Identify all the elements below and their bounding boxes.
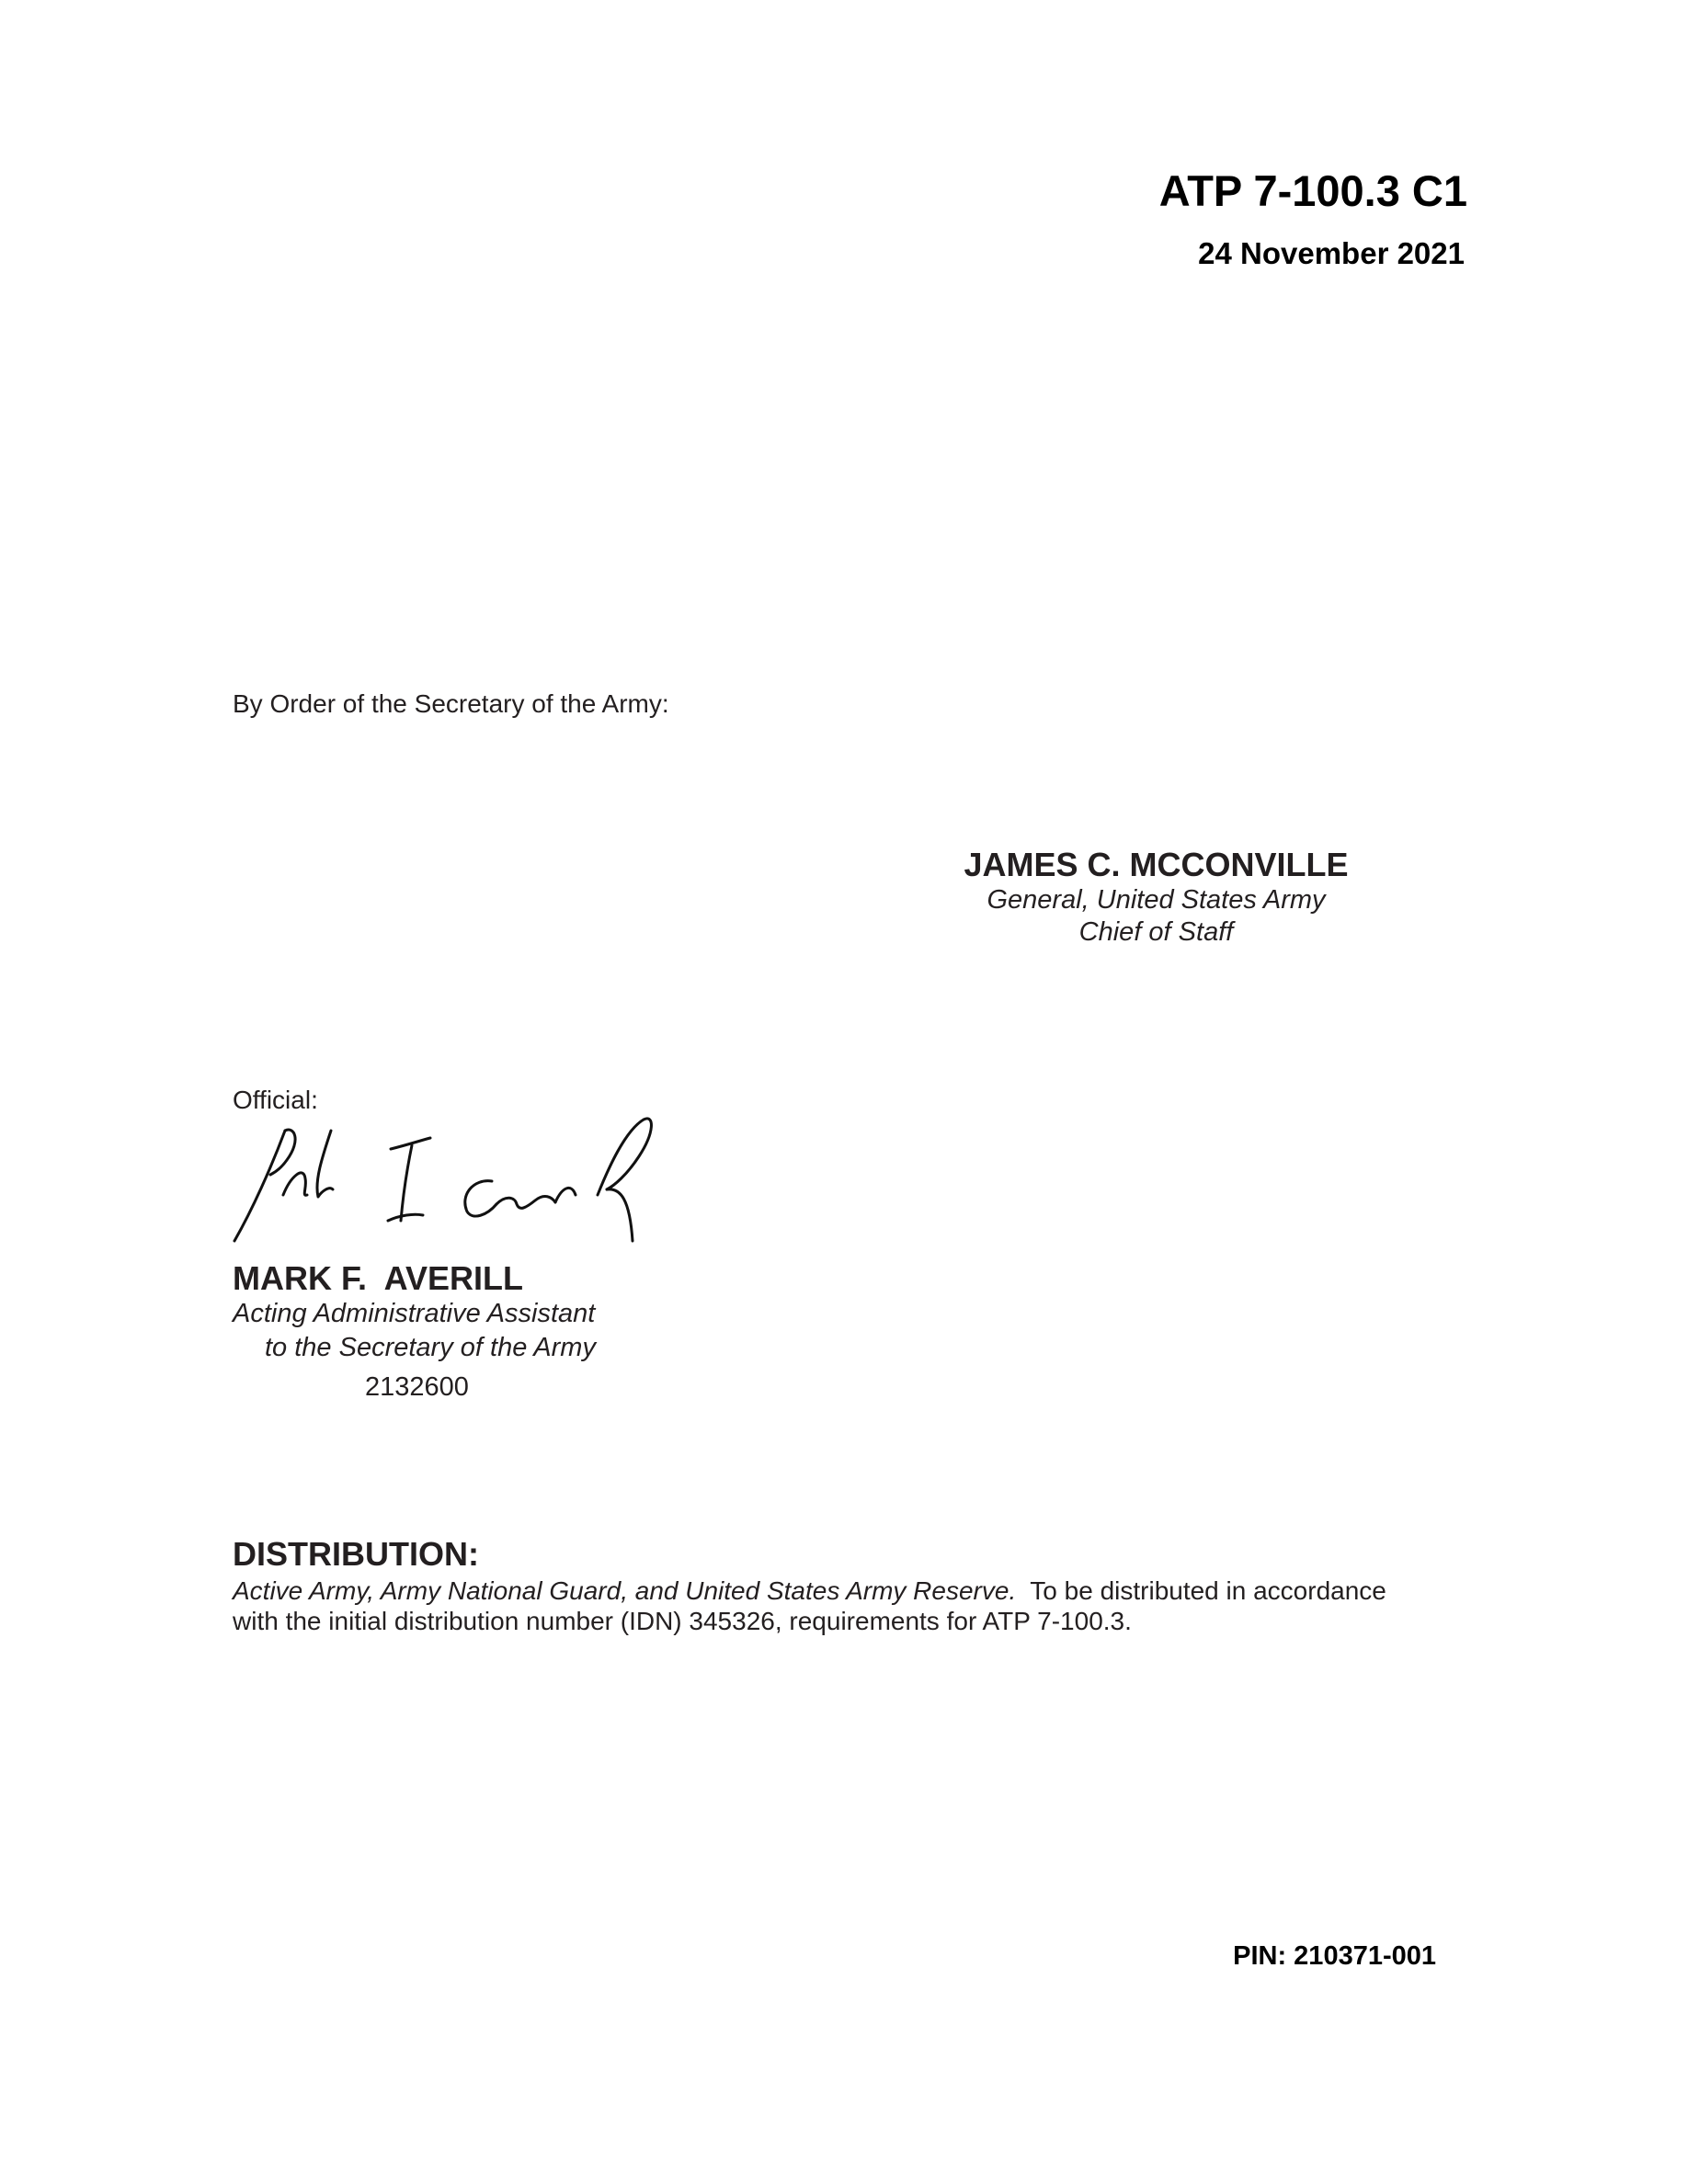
official-title-line2: to the Secretary of the Army: [265, 1333, 596, 1362]
distribution-italic-text: Active Army, Army National Guard, and United States Army Reserve.: [233, 1576, 1017, 1605]
distribution-text: [233, 1575, 1391, 1636]
chief-of-staff-name: JAMES C. MCCONVILLE: [964, 846, 1349, 883]
document-number: ATP 7-100.3 C1: [1158, 166, 1467, 215]
order-line: By Order of the Secretary of the Army:: [233, 689, 669, 718]
official-name: MARK F. AVERILL: [233, 1259, 523, 1297]
distribution-heading: DISTRIBUTION:: [233, 1535, 479, 1573]
distribution-plain-text: To be distributed in accordance with the initial distribution number (IDN) 345326, requirements for ATP 7-100.3.: [233, 1576, 1386, 1635]
pin-number: PIN: 210371-001: [1233, 1941, 1436, 1971]
handwritten-signature: [230, 1112, 662, 1250]
official-code: 2132600: [365, 1372, 469, 1402]
chief-of-staff-title-line1: General, United States Army: [987, 885, 1326, 915]
document-date: 24 November 2021: [1198, 236, 1465, 270]
official-title-line1: Acting Administrative Assistant: [233, 1299, 596, 1328]
official-label: Official:: [233, 1086, 318, 1114]
chief-of-staff-title-line2: Chief of Staff: [1078, 917, 1234, 947]
chief-of-staff-block: [952, 846, 1361, 949]
